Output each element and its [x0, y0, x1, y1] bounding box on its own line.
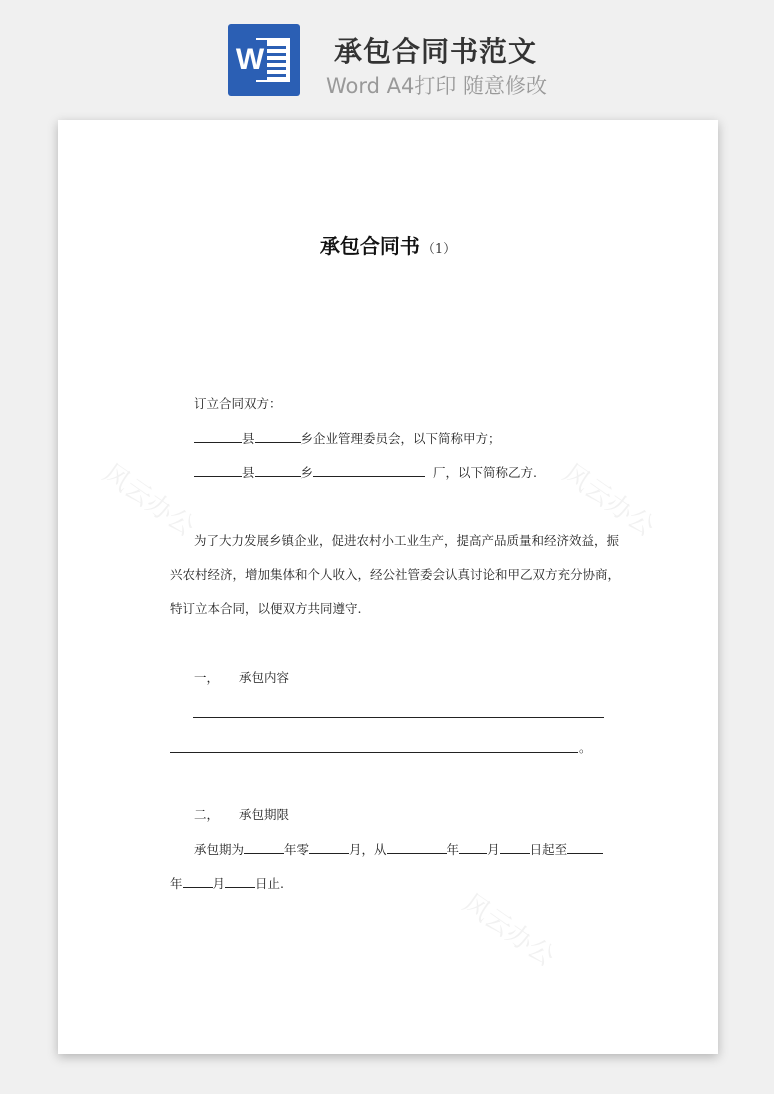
- parties-label: 订立合同双方：: [194, 396, 282, 411]
- header-subtitle: Word A4打印 随意修改: [326, 74, 548, 98]
- document-title: [58, 230, 718, 259]
- watermark: 风云办公: [557, 458, 660, 543]
- document-title-number: （1）: [421, 242, 457, 257]
- section1-heading: 一， 承包内容: [194, 670, 290, 685]
- section1-blank-line-2: [170, 752, 578, 753]
- watermark: 风云办公: [97, 458, 200, 543]
- document-page: [58, 120, 718, 1054]
- term-line-1: 承包期为 年零 月，从 年 月 日起至: [194, 841, 603, 858]
- header-banner: [0, 0, 774, 110]
- word-icon-letter: W: [233, 40, 267, 80]
- party-b-line: 县 乡 厂，以下简称乙方.: [194, 464, 537, 481]
- preamble-line-2: 兴农村经济，增加集体和个人收入，经公社管委会认真讨论和甲乙双方充分协商，: [170, 567, 621, 582]
- section1-end-mark: 。: [579, 740, 592, 755]
- preamble-line-1: 为了大力发展乡镇企业，促进农村小工业生产，提高产品质量和经济效益，振: [194, 533, 620, 548]
- watermark: 风云办公: [457, 888, 560, 973]
- term-line-2: 年 月 日止.: [170, 876, 285, 891]
- section1-blank-line-1: [193, 717, 604, 718]
- party-a-line: 县 乡企业管理委员会，以下简称甲方；: [194, 430, 501, 447]
- word-icon: [228, 24, 300, 96]
- section2-heading: 二， 承包期限: [194, 807, 290, 822]
- preamble-line-3: 特订立本合同，以便双方共同遵守.: [170, 601, 362, 616]
- document-title-text: 承包合同书: [319, 234, 420, 258]
- header-title: 承包合同书范文: [334, 35, 538, 68]
